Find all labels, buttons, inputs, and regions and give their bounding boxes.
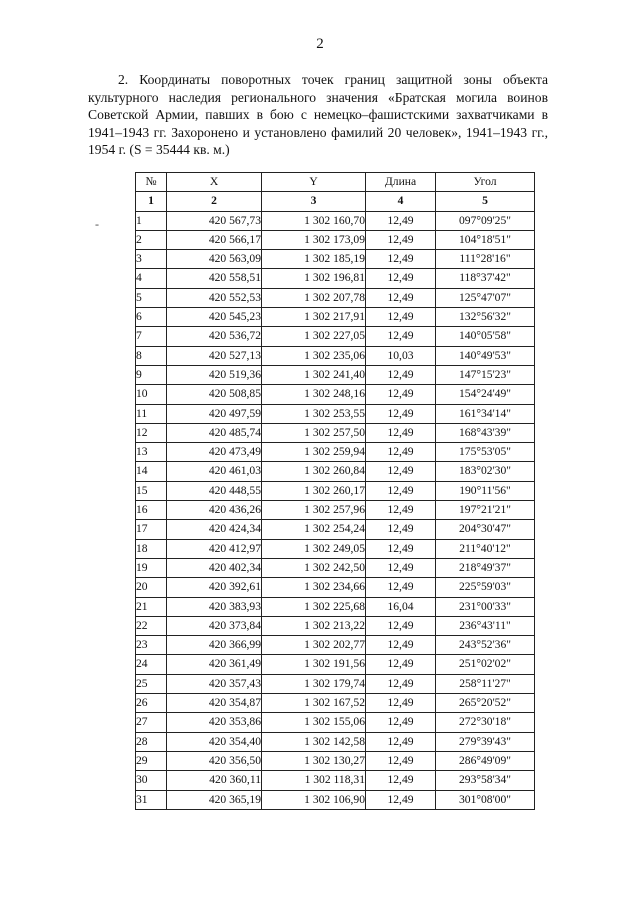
table-row — [136, 539, 535, 558]
table-row — [136, 211, 535, 230]
point-number-cell: 15 — [136, 481, 167, 500]
length-cell: 12,49 — [366, 751, 436, 770]
x-coordinate-cell: 420 354,87 — [167, 694, 262, 713]
y-coordinate-cell: 1 302 257,96 — [262, 501, 366, 520]
angle-cell: 161°34'14" — [436, 404, 535, 423]
length-cell: 12,49 — [366, 539, 436, 558]
x-coordinate-cell: 420 485,74 — [167, 423, 262, 442]
column-index: 3 — [262, 192, 366, 211]
angle-cell: 132°56'32" — [436, 308, 535, 327]
x-coordinate-cell: 420 424,34 — [167, 520, 262, 539]
x-coordinate-cell: 420 558,51 — [167, 269, 262, 288]
table-row — [136, 771, 535, 790]
length-cell: 12,49 — [366, 481, 436, 500]
table-row — [136, 790, 535, 809]
angle-cell: 197°21'21" — [436, 501, 535, 520]
x-coordinate-cell: 420 361,49 — [167, 655, 262, 674]
length-cell: 12,49 — [366, 578, 436, 597]
angle-cell: 140°05'58" — [436, 327, 535, 346]
point-number-cell: 23 — [136, 636, 167, 655]
angle-cell: 286°49'09" — [436, 751, 535, 770]
table-row — [136, 269, 535, 288]
point-number-cell: 6 — [136, 308, 167, 327]
angle-cell: 183°02'30" — [436, 462, 535, 481]
angle-cell: 258°11'27" — [436, 674, 535, 693]
header-x: X — [167, 173, 262, 192]
table-row — [136, 385, 535, 404]
angle-cell: 104°18'51" — [436, 230, 535, 249]
length-cell: 12,49 — [366, 713, 436, 732]
angle-cell: 265°20'52" — [436, 694, 535, 713]
table-row — [136, 694, 535, 713]
x-coordinate-cell: 420 402,34 — [167, 558, 262, 577]
point-number-cell: 8 — [136, 346, 167, 365]
length-cell: 12,49 — [366, 385, 436, 404]
table-row — [136, 404, 535, 423]
x-coordinate-cell: 420 373,84 — [167, 616, 262, 635]
table-row — [136, 346, 535, 365]
table-row — [136, 501, 535, 520]
angle-cell: 218°49'37" — [436, 558, 535, 577]
column-index: 4 — [366, 192, 436, 211]
table-row — [136, 616, 535, 635]
y-coordinate-cell: 1 302 248,16 — [262, 385, 366, 404]
y-coordinate-cell: 1 302 167,52 — [262, 694, 366, 713]
length-cell: 10,03 — [366, 346, 436, 365]
column-index: 1 — [136, 192, 167, 211]
length-cell: 12,49 — [366, 288, 436, 307]
length-cell: 12,49 — [366, 230, 436, 249]
angle-cell: 272°30'18" — [436, 713, 535, 732]
y-coordinate-cell: 1 302 213,22 — [262, 616, 366, 635]
point-number-cell: 19 — [136, 558, 167, 577]
point-number-cell: 26 — [136, 694, 167, 713]
y-coordinate-cell: 1 302 257,50 — [262, 423, 366, 442]
x-coordinate-cell: 420 365,19 — [167, 790, 262, 809]
point-number-cell: 4 — [136, 269, 167, 288]
point-number-cell: 2 — [136, 230, 167, 249]
x-coordinate-cell: 420 357,43 — [167, 674, 262, 693]
angle-cell: 190°11'56" — [436, 481, 535, 500]
column-index: 5 — [436, 192, 535, 211]
angle-cell: 140°49'53" — [436, 346, 535, 365]
header-length: Длина — [366, 173, 436, 192]
angle-cell: 097°09'25" — [436, 211, 535, 230]
y-coordinate-cell: 1 302 106,90 — [262, 790, 366, 809]
y-coordinate-cell: 1 302 196,81 — [262, 269, 366, 288]
y-coordinate-cell: 1 302 160,70 — [262, 211, 366, 230]
table-row — [136, 713, 535, 732]
length-cell: 12,49 — [366, 462, 436, 481]
header-y: Y — [262, 173, 366, 192]
x-coordinate-cell: 420 383,93 — [167, 597, 262, 616]
length-cell: 12,49 — [366, 616, 436, 635]
table-row — [136, 655, 535, 674]
angle-cell: 279°39'43" — [436, 732, 535, 751]
x-coordinate-cell: 420 545,23 — [167, 308, 262, 327]
length-cell: 12,49 — [366, 520, 436, 539]
angle-cell: 243°52'36" — [436, 636, 535, 655]
y-coordinate-cell: 1 302 235,06 — [262, 346, 366, 365]
angle-cell: 204°30'47" — [436, 520, 535, 539]
x-coordinate-cell: 420 566,17 — [167, 230, 262, 249]
heading-text: 2. Координаты поворотных точек границ защитной зоны объекта культурного наследия регионального значения «Братская могила воинов Советской Армии, павших в бою с немецко–фашистскими захватчиками в 1941–1943 гг. Захоронено и установлено фамилий 20 человек», 1941–1943 гг., 1954 г. (S = 35444 кв. м.) — [88, 72, 548, 158]
y-coordinate-cell: 1 302 202,77 — [262, 636, 366, 655]
point-number-cell: 24 — [136, 655, 167, 674]
y-coordinate-cell: 1 302 242,50 — [262, 558, 366, 577]
point-number-cell: 13 — [136, 443, 167, 462]
table-row — [136, 481, 535, 500]
point-number-cell: 31 — [136, 790, 167, 809]
table-row — [136, 308, 535, 327]
point-number-cell: 22 — [136, 616, 167, 635]
point-number-cell: 5 — [136, 288, 167, 307]
table-row — [136, 250, 535, 269]
section-heading — [88, 71, 548, 159]
x-coordinate-cell: 420 412,97 — [167, 539, 262, 558]
x-coordinate-cell: 420 567,73 — [167, 211, 262, 230]
length-cell: 12,49 — [366, 732, 436, 751]
y-coordinate-cell: 1 302 118,31 — [262, 771, 366, 790]
y-coordinate-cell: 1 302 217,91 — [262, 308, 366, 327]
y-coordinate-cell: 1 302 142,58 — [262, 732, 366, 751]
y-coordinate-cell: 1 302 207,78 — [262, 288, 366, 307]
point-number-cell: 9 — [136, 365, 167, 384]
angle-cell: 225°59'03" — [436, 578, 535, 597]
y-coordinate-cell: 1 302 185,19 — [262, 250, 366, 269]
y-coordinate-cell: 1 302 260,17 — [262, 481, 366, 500]
page-number: 2 — [316, 36, 324, 52]
header-angle: Угол — [436, 173, 535, 192]
length-cell: 12,49 — [366, 674, 436, 693]
point-number-cell: 18 — [136, 539, 167, 558]
length-cell: 12,49 — [366, 423, 436, 442]
angle-cell: 118°37'42" — [436, 269, 535, 288]
point-number-cell: 3 — [136, 250, 167, 269]
coordinates-table — [135, 172, 535, 810]
table-row — [136, 365, 535, 384]
point-number-cell: 21 — [136, 597, 167, 616]
y-coordinate-cell: 1 302 191,56 — [262, 655, 366, 674]
table-row — [136, 230, 535, 249]
table-row — [136, 288, 535, 307]
length-cell: 12,49 — [366, 443, 436, 462]
table-row — [136, 597, 535, 616]
length-cell: 12,49 — [366, 365, 436, 384]
point-number-cell: 14 — [136, 462, 167, 481]
angle-cell: 111°28'16" — [436, 250, 535, 269]
x-coordinate-cell: 420 563,09 — [167, 250, 262, 269]
length-cell: 12,49 — [366, 771, 436, 790]
header-number: № — [136, 173, 167, 192]
length-cell: 12,49 — [366, 501, 436, 520]
length-cell: 12,49 — [366, 694, 436, 713]
point-number-cell: 29 — [136, 751, 167, 770]
y-coordinate-cell: 1 302 155,06 — [262, 713, 366, 732]
x-coordinate-cell: 420 392,61 — [167, 578, 262, 597]
point-number-cell: 30 — [136, 771, 167, 790]
x-coordinate-cell: 420 473,49 — [167, 443, 262, 462]
y-coordinate-cell: 1 302 259,94 — [262, 443, 366, 462]
table-row — [136, 751, 535, 770]
table-body — [136, 211, 535, 809]
point-number-cell: 16 — [136, 501, 167, 520]
y-coordinate-cell: 1 302 130,27 — [262, 751, 366, 770]
point-number-cell: 11 — [136, 404, 167, 423]
table-row — [136, 674, 535, 693]
angle-cell: 125°47'07" — [436, 288, 535, 307]
length-cell: 16,04 — [366, 597, 436, 616]
angle-cell: 168°43'39" — [436, 423, 535, 442]
angle-cell: 236°43'11" — [436, 616, 535, 635]
length-cell: 12,49 — [366, 250, 436, 269]
x-coordinate-cell: 420 353,86 — [167, 713, 262, 732]
y-coordinate-cell: 1 302 254,24 — [262, 520, 366, 539]
point-number-cell: 17 — [136, 520, 167, 539]
y-coordinate-cell: 1 302 227,05 — [262, 327, 366, 346]
x-coordinate-cell: 420 366,99 — [167, 636, 262, 655]
angle-cell: 175°53'05" — [436, 443, 535, 462]
table-row — [136, 636, 535, 655]
length-cell: 12,49 — [366, 636, 436, 655]
angle-cell: 293°58'34" — [436, 771, 535, 790]
x-coordinate-cell: 420 552,53 — [167, 288, 262, 307]
length-cell: 12,49 — [366, 269, 436, 288]
x-coordinate-cell: 420 360,11 — [167, 771, 262, 790]
table-row — [136, 462, 535, 481]
angle-cell: 251°02'02" — [436, 655, 535, 674]
point-number-cell: 1 — [136, 211, 167, 230]
table-row — [136, 443, 535, 462]
x-coordinate-cell: 420 497,59 — [167, 404, 262, 423]
table-row — [136, 732, 535, 751]
angle-cell: 211°40'12" — [436, 539, 535, 558]
x-coordinate-cell: 420 448,55 — [167, 481, 262, 500]
x-coordinate-cell: 420 436,26 — [167, 501, 262, 520]
x-coordinate-cell: 420 536,72 — [167, 327, 262, 346]
y-coordinate-cell: 1 302 173,09 — [262, 230, 366, 249]
x-coordinate-cell: 420 519,36 — [167, 365, 262, 384]
x-coordinate-cell: 420 508,85 — [167, 385, 262, 404]
table-row — [136, 558, 535, 577]
length-cell: 12,49 — [366, 308, 436, 327]
margin-mark: - — [95, 217, 99, 231]
length-cell: 12,49 — [366, 790, 436, 809]
point-number-cell: 12 — [136, 423, 167, 442]
table-row — [136, 423, 535, 442]
x-coordinate-cell: 420 461,03 — [167, 462, 262, 481]
length-cell: 12,49 — [366, 558, 436, 577]
y-coordinate-cell: 1 302 249,05 — [262, 539, 366, 558]
x-coordinate-cell: 420 354,40 — [167, 732, 262, 751]
y-coordinate-cell: 1 302 179,74 — [262, 674, 366, 693]
point-number-cell: 7 — [136, 327, 167, 346]
angle-cell: 301°08'00" — [436, 790, 535, 809]
y-coordinate-cell: 1 302 225,68 — [262, 597, 366, 616]
x-coordinate-cell: 420 356,50 — [167, 751, 262, 770]
x-coordinate-cell: 420 527,13 — [167, 346, 262, 365]
angle-cell: 154°24'49" — [436, 385, 535, 404]
y-coordinate-cell: 1 302 260,84 — [262, 462, 366, 481]
table-header-row — [136, 173, 535, 192]
length-cell: 12,49 — [366, 211, 436, 230]
y-coordinate-cell: 1 302 241,40 — [262, 365, 366, 384]
length-cell: 12,49 — [366, 327, 436, 346]
point-number-cell: 20 — [136, 578, 167, 597]
column-index-row — [136, 192, 535, 211]
length-cell: 12,49 — [366, 655, 436, 674]
point-number-cell: 25 — [136, 674, 167, 693]
table-row — [136, 520, 535, 539]
column-index: 2 — [167, 192, 262, 211]
angle-cell: 147°15'23" — [436, 365, 535, 384]
point-number-cell: 10 — [136, 385, 167, 404]
table-row — [136, 327, 535, 346]
angle-cell: 231°00'33" — [436, 597, 535, 616]
point-number-cell: 27 — [136, 713, 167, 732]
point-number-cell: 28 — [136, 732, 167, 751]
length-cell: 12,49 — [366, 404, 436, 423]
y-coordinate-cell: 1 302 253,55 — [262, 404, 366, 423]
table-row — [136, 578, 535, 597]
y-coordinate-cell: 1 302 234,66 — [262, 578, 366, 597]
